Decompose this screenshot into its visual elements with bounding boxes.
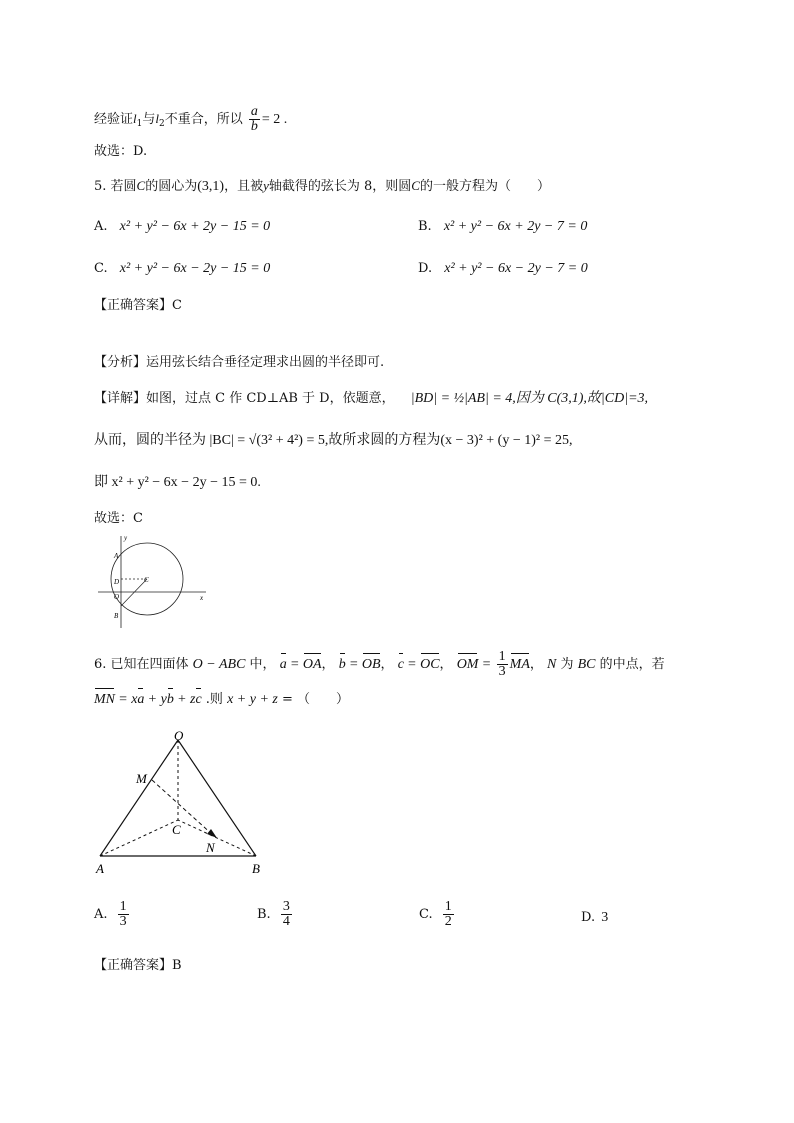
label-b: B (114, 612, 119, 620)
q5-detail-2: 从而，圆的半径为 |BC| = √(3² + 4²) = 5,故所求圆的方程为(x − 3)² + (y − 1)² = 25, (94, 433, 573, 448)
label-n: N (206, 840, 215, 855)
label-o: O (114, 593, 120, 601)
q6-option-a[interactable]: A. $\frac{1}{3}$ (94, 899, 127, 929)
q6-option-c[interactable]: C. $\frac{1}{2}$ (419, 899, 452, 929)
label-b: B (252, 861, 260, 876)
label-d: D (114, 578, 120, 586)
q5-detail-3: 即 x² + y² − 6x − 2y − 15 = 0. (94, 475, 261, 490)
q6-option-d[interactable]: D. 3 (581, 910, 609, 925)
q5-analysis: 【分析】运用弦长结合垂径定理求出圆的半径即可. (94, 355, 385, 370)
q6-stem-line-1: 6. 已知在四面体 O − ABC 中， a = OA， b = OB， c = OC， OM = $\frac{1}{3}$ MA， N 为 BC 的中点，若 (94, 649, 665, 679)
q5-detail-1: 【详解】如图，过点 C 作 CD⊥AB 于 D，依题意， |BD| = ½|AB| = 4,因为 C(3,1),故|CD|=3, (94, 391, 649, 406)
label-a: A (114, 552, 119, 560)
edge-ob (178, 740, 256, 856)
q6-correct-answer: 【正确答案】B (94, 958, 182, 973)
label-x: x (200, 594, 204, 602)
q6-option-b[interactable]: B. $\frac{3}{4}$ (257, 899, 290, 929)
label-c: C (144, 576, 149, 584)
arrow-head (207, 829, 217, 838)
q6-stem-line-2: MN = xa + yb + zc .则 x + y + z = （ ） (94, 692, 350, 707)
q5-option-c[interactable]: C. x² + y² − 6x − 2y − 15 = 0 (94, 261, 271, 276)
prev-answer-line: 故选：D. (94, 144, 148, 159)
edge-oa (100, 740, 178, 856)
q6-tetrahedron-figure (90, 728, 270, 878)
verify-line: 经验证$l_1$与$l_2$不重合，所以 $\frac{a}{b}$ = 2 . (94, 104, 288, 134)
q5-circle-figure (94, 532, 214, 632)
q5-choose: 故选：C (94, 511, 143, 526)
label-o: O (174, 728, 184, 743)
q5-option-d[interactable]: D. x² + y² − 6x − 2y − 7 = 0 (418, 261, 588, 276)
q5-stem: 5. 若圆C的圆心为(3,1)，且被y轴截得的弦长为 8，则圆C的一般方程为（ ） (94, 178, 550, 194)
label-m: M (136, 771, 147, 786)
label-a: A (96, 861, 104, 876)
q5-option-b[interactable]: B. x² + y² − 6x + 2y − 7 = 0 (418, 219, 588, 234)
q5-correct-answer: 【正确答案】C (94, 298, 182, 313)
label-c: C (172, 822, 181, 837)
q5-option-a[interactable]: A. x² + y² − 6x + 2y − 15 = 0 (94, 219, 271, 234)
label-y: y (124, 534, 128, 542)
